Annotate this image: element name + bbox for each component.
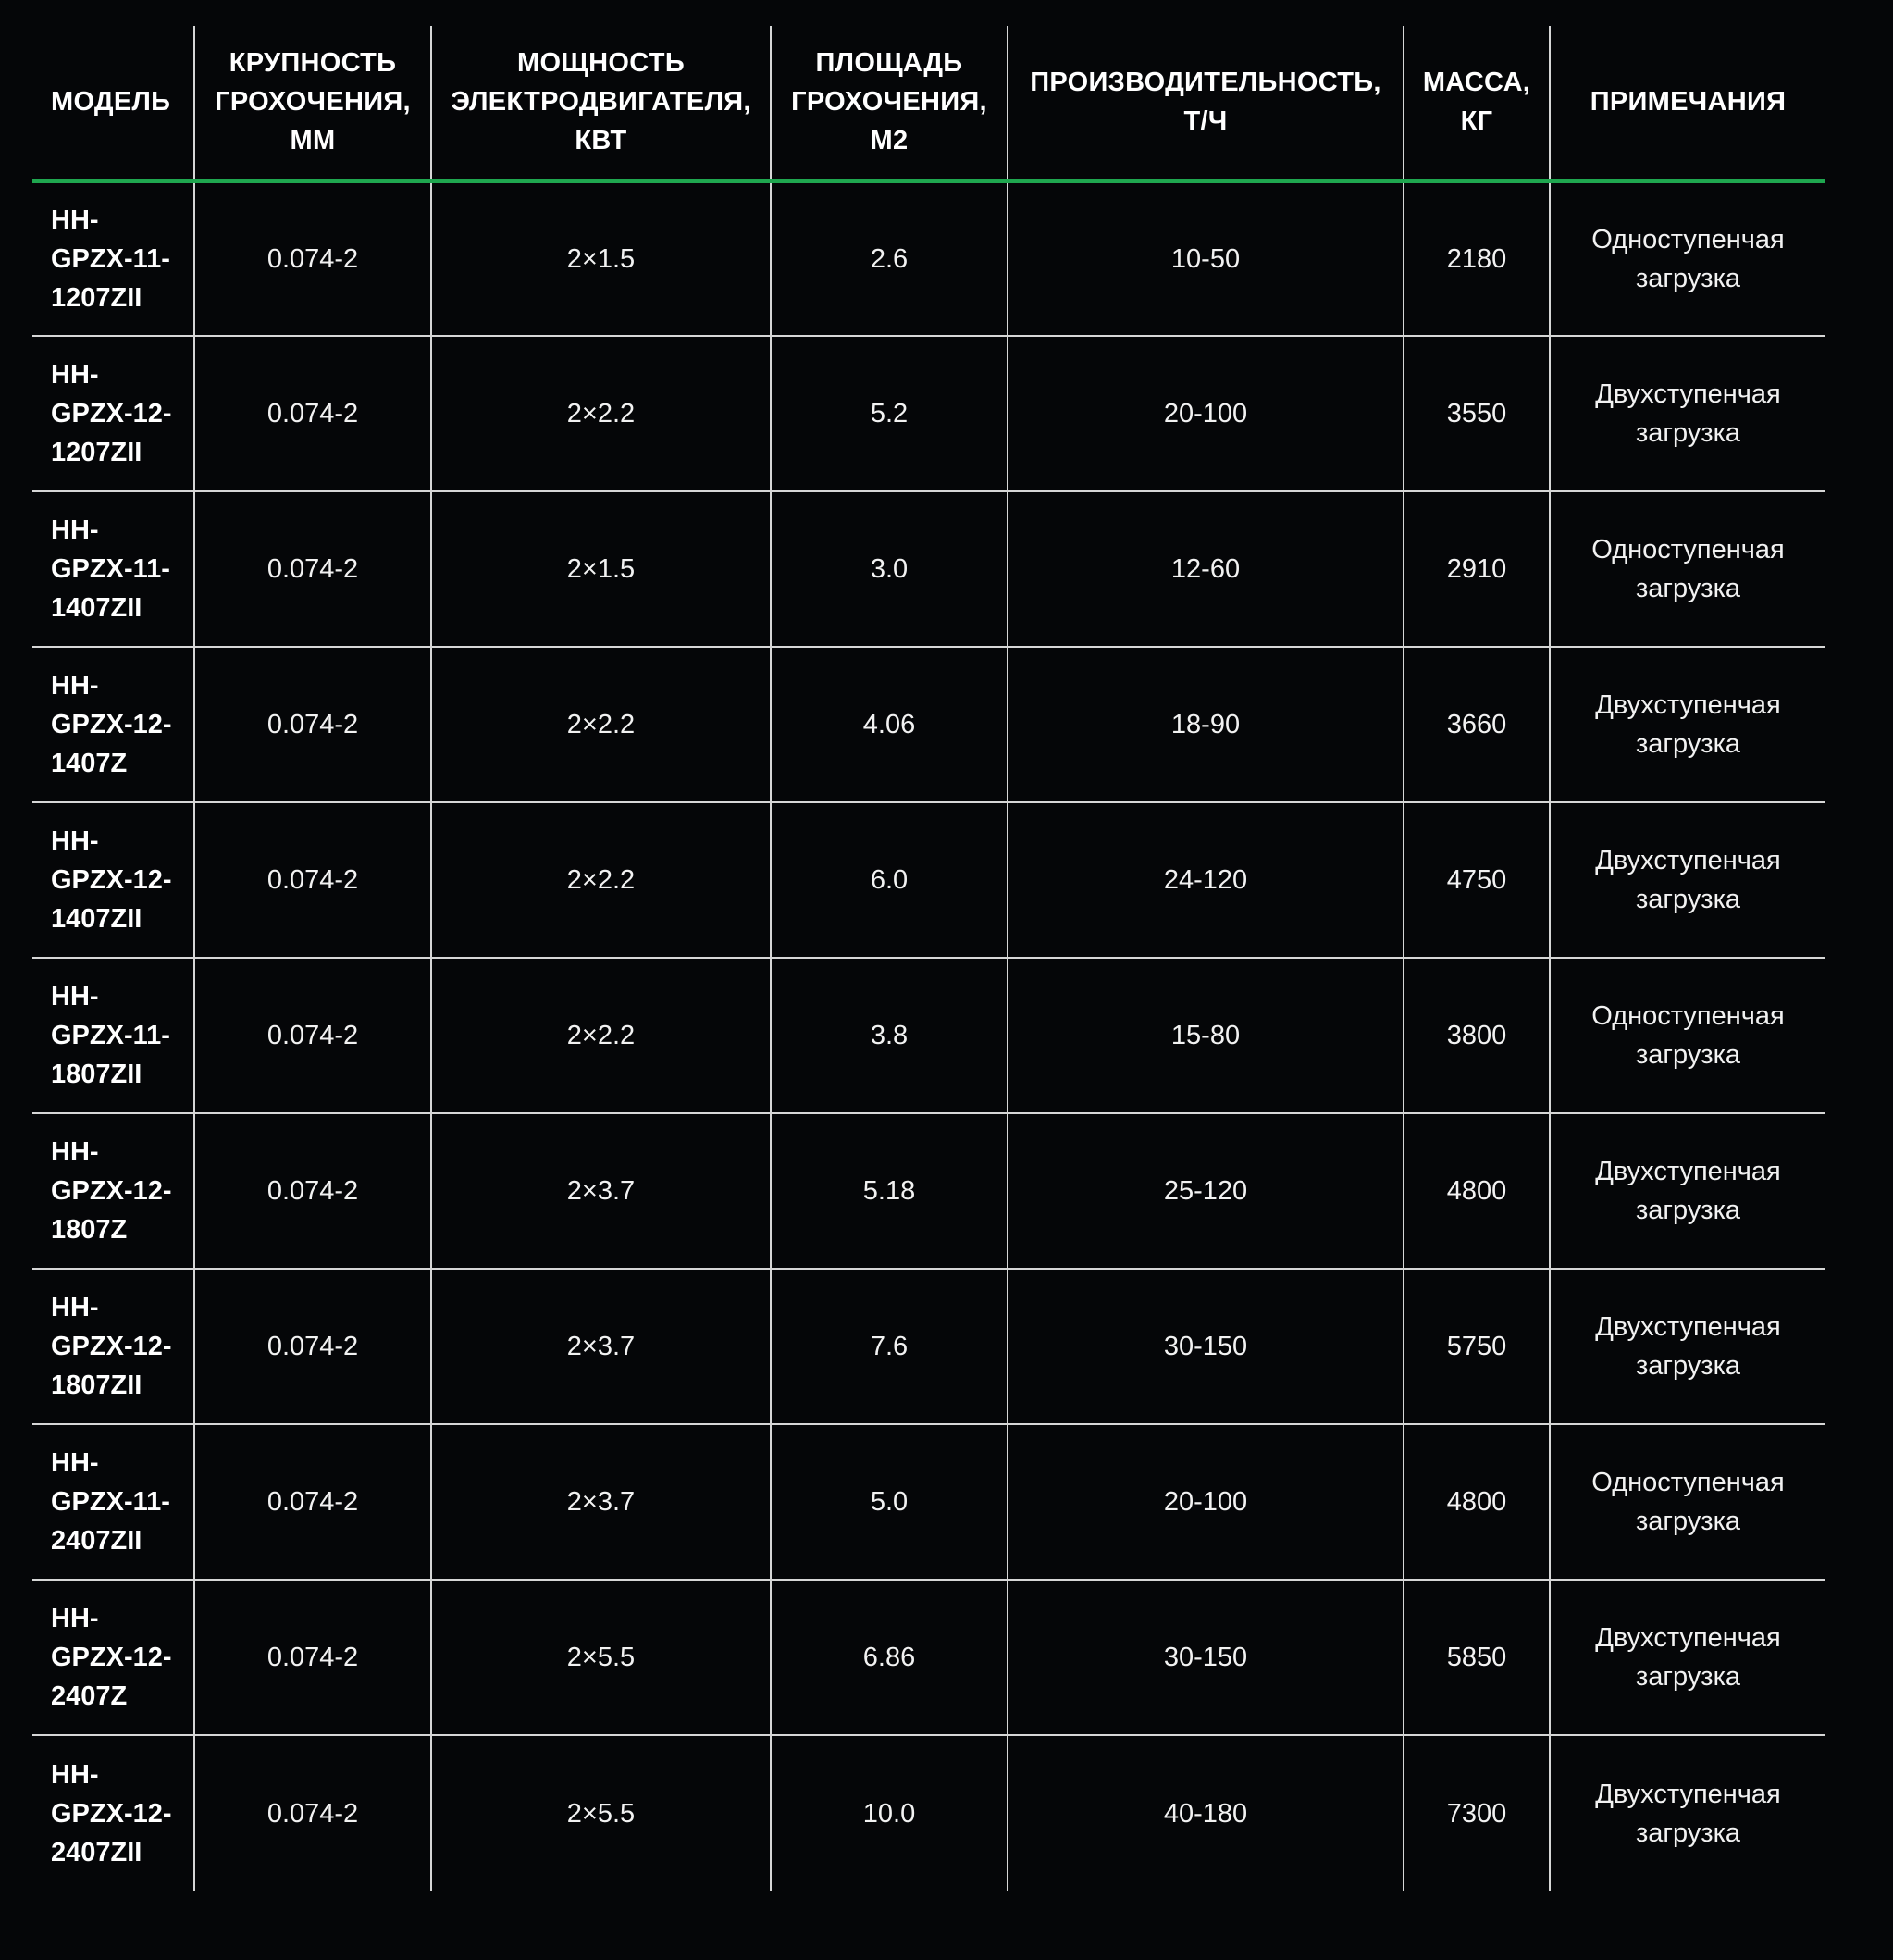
table-row: [32, 180, 1825, 336]
table-row: [32, 958, 1825, 1113]
cell-model: [32, 491, 194, 647]
table-row: [32, 1735, 1825, 1891]
cell-motor-power: 2×5.5: [431, 1735, 771, 1891]
header-capacity: ПРОИЗВОДИТЕЛЬНОСТЬ, Т/Ч: [1008, 26, 1404, 180]
cell-note: Двухступенчая загрузка: [1550, 647, 1825, 802]
cell-note: Одноступенчая загрузка: [1550, 180, 1825, 336]
cell-capacity: 30-150: [1008, 1269, 1404, 1424]
header-motor-power: МОЩНОСТЬ ЭЛЕКТРОДВИГАТЕЛЯ, КВТ: [431, 26, 771, 180]
spec-table-container: [32, 26, 1825, 1891]
table-row: [32, 1580, 1825, 1735]
model-text-line: 1407ZII: [51, 593, 142, 623]
model-text-line: 2407ZII: [51, 1526, 142, 1556]
cell-mass: 3800: [1404, 958, 1550, 1113]
cell-model: [32, 958, 194, 1113]
model-text-line: GPZX-12-: [51, 1176, 172, 1206]
model-text-line: GPZX-12-: [51, 710, 172, 739]
model-text-line: HH-: [51, 1293, 99, 1322]
table-row: [32, 491, 1825, 647]
cell-motor-power: 2×2.2: [431, 802, 771, 958]
cell-model: [32, 180, 194, 336]
cell-capacity: 20-100: [1008, 1424, 1404, 1580]
cell-screening-size: 0.074-2: [194, 647, 431, 802]
cell-capacity: 30-150: [1008, 1580, 1404, 1735]
model-text-line: GPZX-11-: [51, 243, 170, 274]
cell-motor-power: 2×3.7: [431, 1269, 771, 1424]
table-body: [32, 180, 1825, 1891]
table-row: [32, 647, 1825, 802]
cell-mass: 2910: [1404, 491, 1550, 647]
model-text-line: GPZX-11-: [51, 1021, 170, 1050]
table-row: [32, 1424, 1825, 1580]
model-text-line: GPZX-12-: [51, 1643, 172, 1672]
cell-note: Двухступенчая загрузка: [1550, 336, 1825, 491]
cell-mass: 4750: [1404, 802, 1550, 958]
cell-screening-area: 7.6: [771, 1269, 1008, 1424]
cell-screening-size: 0.074-2: [194, 1113, 431, 1269]
model-text-line: HH-: [51, 1137, 99, 1167]
cell-capacity: 25-120: [1008, 1113, 1404, 1269]
model-text-line: HH-: [51, 1448, 99, 1478]
cell-capacity: 40-180: [1008, 1735, 1404, 1891]
cell-capacity: 24-120: [1008, 802, 1404, 958]
model-text-line: 2407Z: [51, 1681, 128, 1711]
cell-screening-size: 0.074-2: [194, 1424, 431, 1580]
cell-capacity: 15-80: [1008, 958, 1404, 1113]
cell-model: [32, 1424, 194, 1580]
model-text-line: HH-: [51, 982, 99, 1011]
cell-screening-size: 0.074-2: [194, 336, 431, 491]
cell-mass: 5850: [1404, 1580, 1550, 1735]
cell-screening-size: 0.074-2: [194, 1580, 431, 1735]
model-text-line: GPZX-12-: [51, 1798, 172, 1829]
cell-motor-power: 2×3.7: [431, 1113, 771, 1269]
model-text-line: 2407ZII: [51, 1837, 142, 1867]
cell-note: Двухступенчая загрузка: [1550, 802, 1825, 958]
model-text-line: GPZX-12-: [51, 1332, 172, 1361]
cell-screening-area: 10.0: [771, 1735, 1008, 1891]
cell-model: [32, 1735, 194, 1891]
header-screening-area: ПЛОЩАДЬ ГРОХОЧЕНИЯ, М2: [771, 26, 1008, 180]
cell-mass: 5750: [1404, 1269, 1550, 1424]
cell-note: Одноступенчая загрузка: [1550, 491, 1825, 647]
cell-note: Двухступенчая загрузка: [1550, 1735, 1825, 1891]
table-row: [32, 802, 1825, 958]
cell-motor-power: 2×2.2: [431, 958, 771, 1113]
cell-screening-area: 2.6: [771, 180, 1008, 336]
cell-screening-area: 3.8: [771, 958, 1008, 1113]
cell-model: [32, 647, 194, 802]
cell-screening-size: 0.074-2: [194, 1269, 431, 1424]
cell-motor-power: 2×1.5: [431, 180, 771, 336]
cell-note: Двухступенчая загрузка: [1550, 1113, 1825, 1269]
table-row: [32, 1269, 1825, 1424]
cell-screening-area: 6.0: [771, 802, 1008, 958]
cell-note: Одноступенчая загрузка: [1550, 1424, 1825, 1580]
model-text-line: HH-: [51, 1759, 99, 1790]
cell-screening-size: 0.074-2: [194, 491, 431, 647]
cell-capacity: 10-50: [1008, 180, 1404, 336]
model-text-line: 1807Z: [51, 1215, 128, 1245]
cell-motor-power: 2×2.2: [431, 647, 771, 802]
cell-screening-area: 4.06: [771, 647, 1008, 802]
model-text-line: 1807ZII: [51, 1060, 142, 1089]
model-text-line: HH-: [51, 671, 99, 701]
model-text-line: HH-: [51, 826, 99, 856]
cell-model: [32, 802, 194, 958]
model-text-line: 1407Z: [51, 749, 128, 778]
header-notes: ПРИМЕЧАНИЯ: [1550, 26, 1825, 180]
cell-screening-area: 5.2: [771, 336, 1008, 491]
cell-model: [32, 1113, 194, 1269]
header-row: [32, 26, 1825, 180]
cell-note: Одноступенчая загрузка: [1550, 958, 1825, 1113]
cell-model: [32, 1580, 194, 1735]
table-header: [32, 26, 1825, 180]
cell-note: Двухступенчая загрузка: [1550, 1580, 1825, 1735]
model-text-line: HH-: [51, 1604, 99, 1633]
model-text-line: GPZX-12-: [51, 865, 172, 895]
model-text-line: 1807ZII: [51, 1371, 142, 1400]
cell-mass: 7300: [1404, 1735, 1550, 1891]
cell-mass: 3660: [1404, 647, 1550, 802]
cell-screening-size: 0.074-2: [194, 180, 431, 336]
model-text-line: GPZX-11-: [51, 1487, 170, 1517]
cell-screening-size: 0.074-2: [194, 958, 431, 1113]
cell-note: Двухступенчая загрузка: [1550, 1269, 1825, 1424]
cell-screening-area: 5.18: [771, 1113, 1008, 1269]
header-screening-size: КРУПНОСТЬ ГРОХОЧЕНИЯ, ММ: [194, 26, 431, 180]
cell-model: [32, 336, 194, 491]
cell-mass: 4800: [1404, 1113, 1550, 1269]
cell-screening-area: 3.0: [771, 491, 1008, 647]
model-text-line: GPZX-11-: [51, 554, 170, 584]
cell-capacity: 20-100: [1008, 336, 1404, 491]
cell-motor-power: 2×1.5: [431, 491, 771, 647]
model-text-line: HH-: [51, 515, 99, 545]
model-text-line: HH-: [51, 360, 99, 390]
table-row: [32, 336, 1825, 491]
model-text-line: 1207ZII: [51, 282, 142, 313]
cell-screening-area: 5.0: [771, 1424, 1008, 1580]
cell-capacity: 12-60: [1008, 491, 1404, 647]
cell-mass: 2180: [1404, 180, 1550, 336]
cell-model: [32, 1269, 194, 1424]
cell-mass: 3550: [1404, 336, 1550, 491]
cell-mass: 4800: [1404, 1424, 1550, 1580]
model-text-line: HH-: [51, 205, 99, 235]
table-row: [32, 1113, 1825, 1269]
header-mass: МАССА, КГ: [1404, 26, 1550, 180]
cell-screening-size: 0.074-2: [194, 1735, 431, 1891]
cell-screening-area: 6.86: [771, 1580, 1008, 1735]
cell-capacity: 18-90: [1008, 647, 1404, 802]
cell-motor-power: 2×2.2: [431, 336, 771, 491]
cell-motor-power: 2×5.5: [431, 1580, 771, 1735]
model-text-line: GPZX-12-: [51, 399, 172, 428]
spec-table: [32, 26, 1825, 1891]
model-text-line: 1407ZII: [51, 904, 142, 934]
cell-screening-size: 0.074-2: [194, 802, 431, 958]
model-text-line: 1207ZII: [51, 438, 142, 467]
cell-motor-power: 2×3.7: [431, 1424, 771, 1580]
header-model: МОДЕЛЬ: [32, 26, 194, 180]
